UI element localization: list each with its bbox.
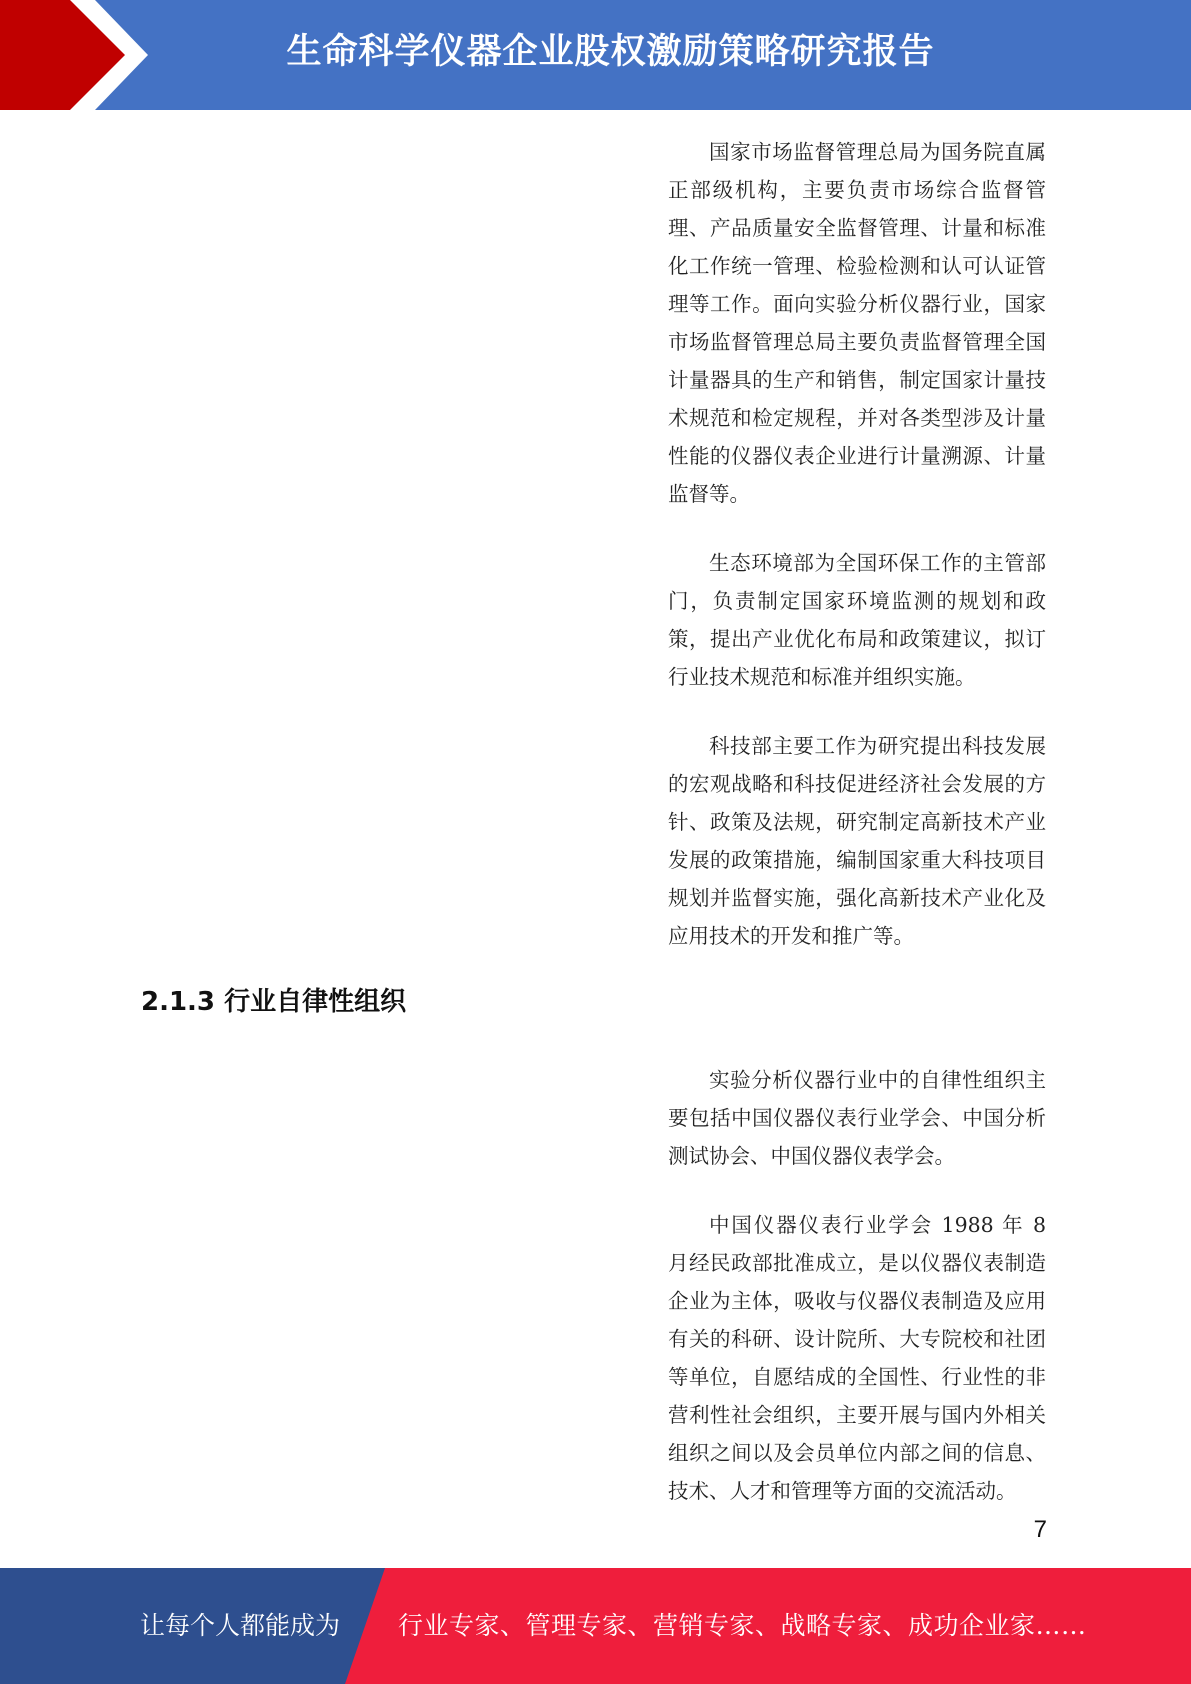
- paragraph-market-regulation: 国家市场监督管理总局为国务院直属正部级机构，主要负责市场综合监督管理、产品质量安全监督管理、计量和标准化工作统一管理、检验检测和认可认证管理等工作。面向实验分析仪器行业，国家市场监督管理总局主要负责监督管理全国计量器具的生产和销售，制定国家计量技术规范和检定规程，并对各类型涉及计量性能的仪器仪表企业进行计量溯源、计量监督等。: [668, 140, 1046, 506]
- paragraph-instrument-industry-society: 中国仪器仪表行业学会 1988 年 8 月经民政部批准成立，是以仪器仪表制造企业为主体，吸收与仪器仪表制造及应用有关的科研、设计院所、大专院校和社团等单位，自愿结成的全国性、行业性的非营利性社会组织，主要开展与国内外相关组织之间以及会员单位内部之间的信息、技术、人才和管理等方面的交流活动。: [668, 1213, 1046, 1503]
- paragraph-self-regulatory-orgs: 实验分析仪器行业中的自律性组织主要包括中国仪器仪表行业学会、中国分析测试协会、中国仪器仪表学会。: [668, 1068, 1046, 1168]
- section-heading: 2.1.3 行业自律性组织: [141, 987, 407, 1017]
- footer-slogan-left: 让每个人都能成为: [140, 1611, 341, 1640]
- report-header: [0, 0, 1191, 110]
- header-chevron-decoration: [0, 0, 160, 110]
- report-footer: [0, 1568, 1191, 1684]
- footer-slogan-right: 行业专家、管理专家、营销专家、战略专家、成功企业家……: [398, 1611, 1087, 1640]
- report-title-text: 生命科学仪器企业股权激励策略研究报告: [286, 32, 935, 72]
- report-title: [180, 0, 1191, 110]
- paragraph-science-ministry: 科技部主要工作为研究提出科技发展的宏观战略和科技促进经济社会发展的方针、政策及法规，研究制定高新技术产业发展的政策措施，编制国家重大科技项目规划并监督实施，强化高新技术产业化及应用技术的开发和推广等。: [668, 734, 1046, 948]
- page-number: 7: [1033, 1516, 1047, 1543]
- paragraph-ecology-ministry: 生态环境部为全国环保工作的主管部门，负责制定国家环境监测的规划和政策，提出产业优化布局和政策建议，拟订行业技术规范和标准并组织实施。: [668, 551, 1046, 689]
